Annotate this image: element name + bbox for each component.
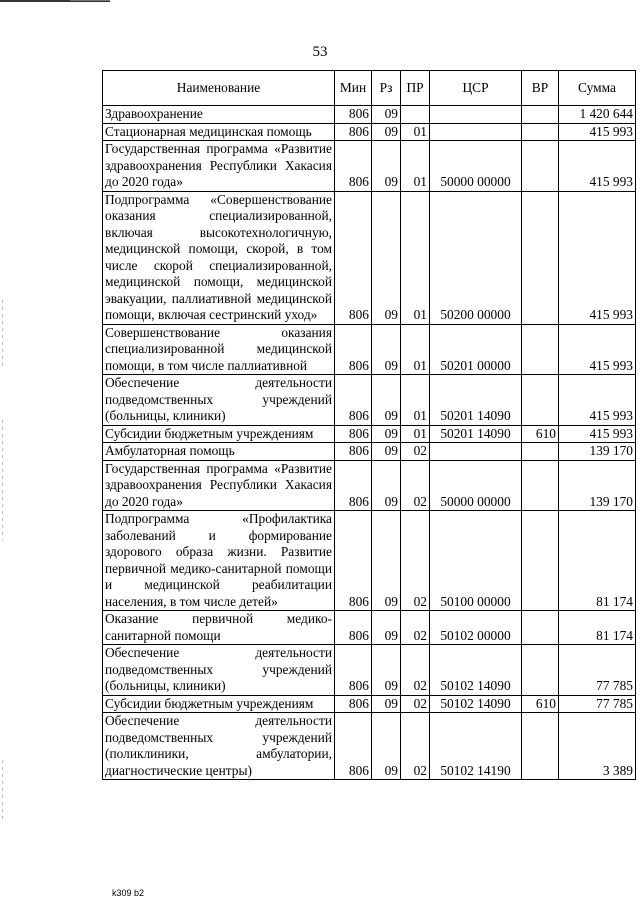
col-header-sum: Сумма <box>559 71 636 106</box>
cell-csr: 50200 00000 <box>430 191 522 324</box>
cell-pr: 01 <box>401 191 430 324</box>
cell-min: 806 <box>335 425 372 443</box>
cell-name: Обеспечение деятельности подведомственных учреждений (больницы, клиники) <box>103 645 335 696</box>
cell-pr: 02 <box>401 460 430 511</box>
cell-sum: 77 785 <box>559 645 636 696</box>
col-header-name: Наименование <box>103 71 335 106</box>
cell-csr: 50100 00000 <box>430 511 522 611</box>
table-header-row <box>103 71 636 106</box>
cell-vr <box>522 106 559 124</box>
cell-min: 806 <box>335 713 372 780</box>
cell-name: Субсидии бюджетным учреждениям <box>103 695 335 713</box>
col-header-vr: ВР <box>522 71 559 106</box>
cell-pr: 02 <box>401 611 430 645</box>
cell-rz: 09 <box>372 141 401 192</box>
cell-min: 806 <box>335 141 372 192</box>
cell-min: 806 <box>335 324 372 375</box>
cell-name: Подпрограмма «Профилактика заболеваний и формирование здорового образа жизни. Развитие первичной медико-санитарной помощи и медицинской реабилитации населения, в том числе детей» <box>103 511 335 611</box>
table-row <box>103 645 636 696</box>
table-row <box>103 460 636 511</box>
table-row <box>103 611 636 645</box>
cell-rz: 09 <box>372 645 401 696</box>
cell-rz: 09 <box>372 191 401 324</box>
scan-mark-thin <box>70 0 110 1</box>
cell-name: Государственная программа «Развитие здравоохранения Республики Хакасия до 2020 года» <box>103 460 335 511</box>
table-row <box>103 106 636 124</box>
cell-min: 806 <box>335 443 372 461</box>
cell-vr <box>522 460 559 511</box>
cell-pr: 02 <box>401 511 430 611</box>
cell-vr <box>522 511 559 611</box>
cell-rz: 09 <box>372 695 401 713</box>
cell-sum: 81 174 <box>559 611 636 645</box>
cell-pr: 01 <box>401 425 430 443</box>
cell-name: Подпрограмма «Совершенствование оказания специализированной, включая высокотехнологичную, медицинской помощи, скорой, в том числе скорой специализированной, медицинской помощи, медицинской эвакуации, паллиативной медицинской помощи, включая сестринский уход» <box>103 191 335 324</box>
budget-table <box>102 70 636 780</box>
cell-vr <box>522 123 559 141</box>
cell-rz: 09 <box>372 443 401 461</box>
col-header-csr: ЦСР <box>430 71 522 106</box>
cell-vr <box>522 645 559 696</box>
cell-csr: 50201 14090 <box>430 425 522 443</box>
cell-min: 806 <box>335 375 372 426</box>
margin-mark <box>2 420 3 540</box>
cell-vr <box>522 443 559 461</box>
cell-name: Здравоохранение <box>103 106 335 124</box>
cell-csr: 50201 00000 <box>430 324 522 375</box>
cell-csr: 50102 14090 <box>430 645 522 696</box>
cell-rz: 09 <box>372 106 401 124</box>
col-header-min: Мин <box>335 71 372 106</box>
cell-pr: 02 <box>401 645 430 696</box>
cell-csr <box>430 106 522 124</box>
cell-min: 806 <box>335 511 372 611</box>
cell-rz: 09 <box>372 611 401 645</box>
cell-sum: 139 170 <box>559 460 636 511</box>
table-row <box>103 443 636 461</box>
cell-pr: 02 <box>401 713 430 780</box>
cell-vr: 610 <box>522 695 559 713</box>
cell-sum: 415 993 <box>559 425 636 443</box>
cell-rz: 09 <box>372 511 401 611</box>
cell-sum: 139 170 <box>559 443 636 461</box>
table-row <box>103 375 636 426</box>
table-row <box>103 425 636 443</box>
cell-min: 806 <box>335 123 372 141</box>
cell-pr: 01 <box>401 324 430 375</box>
table-row <box>103 511 636 611</box>
margin-mark <box>2 300 3 370</box>
cell-vr <box>522 611 559 645</box>
cell-sum: 77 785 <box>559 695 636 713</box>
cell-sum: 1 420 644 <box>559 106 636 124</box>
cell-rz: 09 <box>372 123 401 141</box>
cell-vr <box>522 191 559 324</box>
cell-rz: 09 <box>372 460 401 511</box>
cell-rz: 09 <box>372 375 401 426</box>
margin-mark <box>2 760 3 820</box>
table-row <box>103 123 636 141</box>
cell-name: Оказание первичной медико-санитарной помощи <box>103 611 335 645</box>
cell-rz: 09 <box>372 713 401 780</box>
table-row <box>103 141 636 192</box>
cell-rz: 09 <box>372 425 401 443</box>
table-row <box>103 713 636 780</box>
cell-csr: 50102 00000 <box>430 611 522 645</box>
cell-sum: 415 993 <box>559 375 636 426</box>
cell-pr <box>401 106 430 124</box>
cell-min: 806 <box>335 695 372 713</box>
cell-min: 806 <box>335 106 372 124</box>
cell-sum: 415 993 <box>559 191 636 324</box>
cell-name: Обеспечение деятельности подведомственных учреждений (больницы, клиники) <box>103 375 335 426</box>
cell-name: Субсидии бюджетным учреждениям <box>103 425 335 443</box>
table-row <box>103 324 636 375</box>
footer-code: k309 b2 <box>112 888 145 898</box>
cell-name: Амбулаторная помощь <box>103 443 335 461</box>
cell-pr: 02 <box>401 695 430 713</box>
cell-rz: 09 <box>372 324 401 375</box>
cell-csr: 50102 14190 <box>430 713 522 780</box>
cell-csr: 50000 00000 <box>430 460 522 511</box>
cell-min: 806 <box>335 191 372 324</box>
cell-csr: 50201 14090 <box>430 375 522 426</box>
cell-sum: 415 993 <box>559 141 636 192</box>
cell-min: 806 <box>335 645 372 696</box>
cell-min: 806 <box>335 460 372 511</box>
cell-name: Обеспечение деятельности подведомственных учреждений (поликлиники, амбулатории, диагностические центры) <box>103 713 335 780</box>
table-body <box>103 106 636 780</box>
cell-vr: 610 <box>522 425 559 443</box>
cell-pr: 01 <box>401 141 430 192</box>
cell-pr: 01 <box>401 123 430 141</box>
table-row <box>103 191 636 324</box>
cell-name: Стационарная медицинская помощь <box>103 123 335 141</box>
cell-csr: 50102 14090 <box>430 695 522 713</box>
cell-sum: 81 174 <box>559 511 636 611</box>
cell-vr <box>522 141 559 192</box>
cell-name: Совершенствование оказания специализированной медицинской помощи, в том числе паллиативной <box>103 324 335 375</box>
cell-csr <box>430 443 522 461</box>
cell-name: Государственная программа «Развитие здравоохранения Республики Хакасия до 2020 года» <box>103 141 335 192</box>
cell-vr <box>522 713 559 780</box>
cell-vr <box>522 324 559 375</box>
cell-sum: 415 993 <box>559 324 636 375</box>
cell-pr: 01 <box>401 375 430 426</box>
cell-csr <box>430 123 522 141</box>
cell-csr: 50000 00000 <box>430 141 522 192</box>
cell-min: 806 <box>335 611 372 645</box>
col-header-rz: Рз <box>372 71 401 106</box>
cell-pr: 02 <box>401 443 430 461</box>
cell-sum: 415 993 <box>559 123 636 141</box>
cell-vr <box>522 375 559 426</box>
table-row <box>103 695 636 713</box>
page-number: 53 <box>312 44 328 60</box>
cell-sum: 3 389 <box>559 713 636 780</box>
col-header-pr: ПР <box>401 71 430 106</box>
